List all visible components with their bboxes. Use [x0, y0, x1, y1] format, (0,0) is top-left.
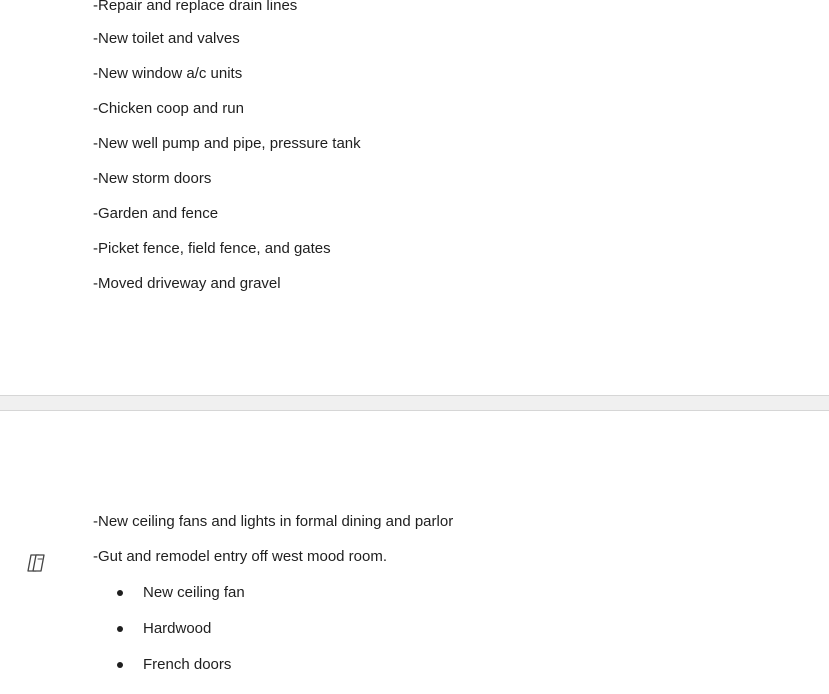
list-item-text: Hardwood: [143, 620, 212, 637]
text-line: -Repair and replace drain lines: [93, 0, 298, 14]
text-line: -New window a/c units: [93, 65, 243, 82]
text-line: -New ceiling fans and lights in formal dining and parlor: [93, 513, 454, 530]
text-line: -Gut and remodel entry off west mood room.: [93, 548, 388, 565]
page-break-gap: [0, 395, 829, 411]
copilot-icon[interactable]: [24, 551, 50, 575]
bullet-icon: [117, 662, 123, 668]
text-line: -New toilet and valves: [93, 30, 240, 47]
text-line: -Garden and fence: [93, 205, 219, 222]
list-item-text: French doors: [143, 656, 232, 673]
text-line: -Chicken coop and run: [93, 100, 244, 117]
bullet-icon: [117, 590, 123, 596]
list-item-text: New ceiling fan: [143, 584, 245, 601]
text-line: -New storm doors: [93, 170, 212, 187]
bullet-icon: [117, 626, 123, 632]
text-line: -Picket fence, field fence, and gates: [93, 240, 331, 257]
text-line: -Moved driveway and gravel: [93, 275, 281, 292]
text-line: -New well pump and pipe, pressure tank: [93, 135, 361, 152]
